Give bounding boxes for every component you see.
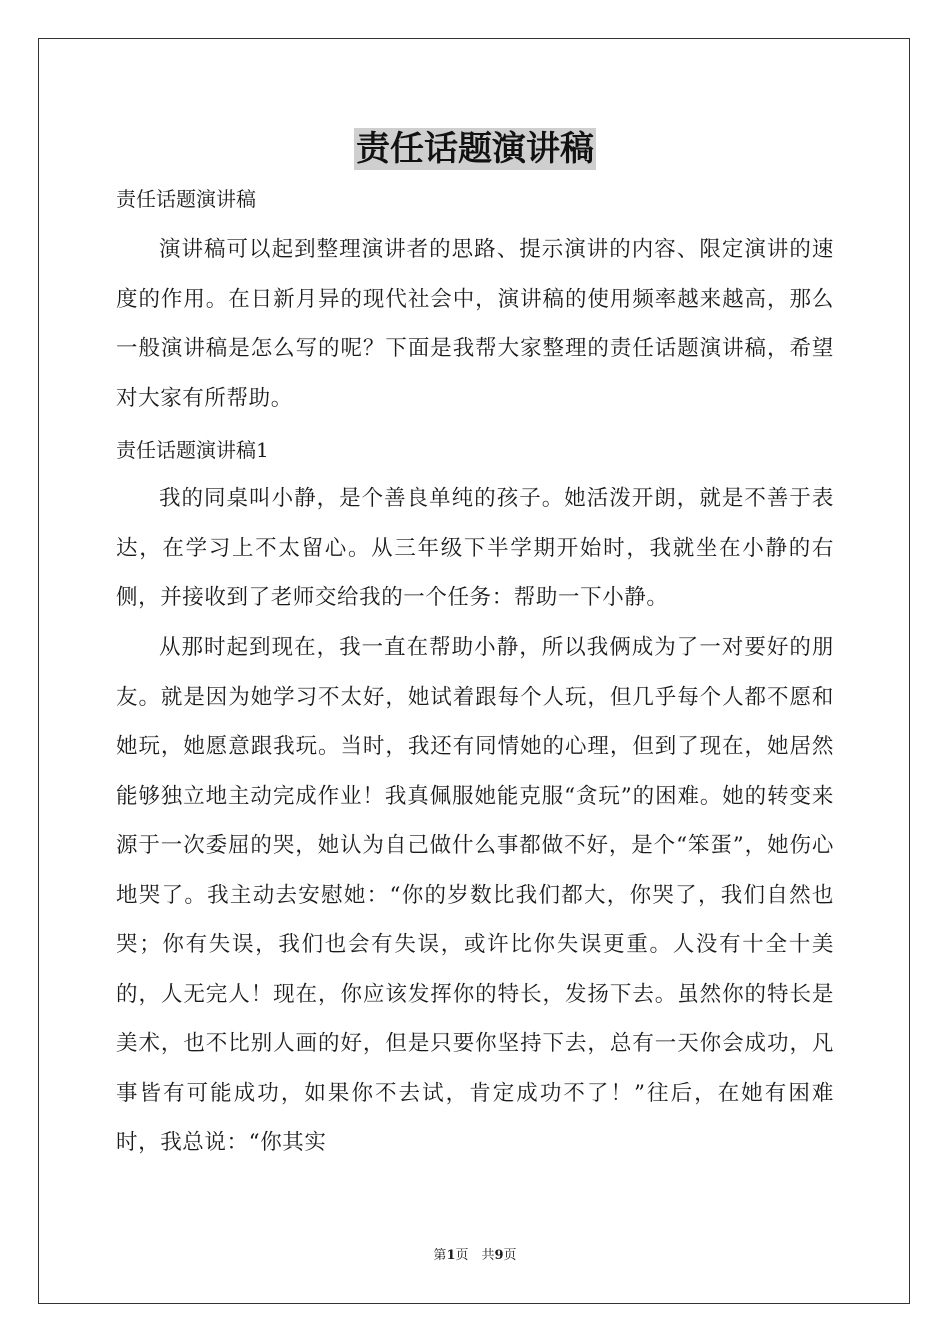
- footer-page-current: 1: [446, 1248, 456, 1263]
- footer-page-total: 9: [494, 1248, 504, 1263]
- document-title: 责任话题演讲稿: [356, 129, 594, 169]
- body-paragraph-2: 从那时起到现在，我一直在帮助小静，所以我俩成为了一对要好的朋友。就是因为她学习不太好，她试着跟每个人玩，但几乎每个人都不愿和她玩，她愿意跟我玩。当时，我还有同情她的心理，但到了现在，她居然能够独立地主动完成作业！我真佩服她能克服“贪玩”的困难。她的转变来源于一次委屈的哭，她认为自己做什么事都做不好，是个“笨蛋”，她伤心地哭了。我主动去安慰她：“你的岁数比我们都大，你哭了，我们自然也哭；你有失误，我们也会有失误，或许比你失误更重。人没有十全十美的，人无完人！现在，你应该发挥你的特长，发扬下去。虽然你的特长是美术，也不比别人画的好，但是只要你坚持下去，总有一天你会成功，凡事皆有可能成功，如果你不去试，肯定成功不了！”往后，在她有困难时，我总说：“你其实: [116, 635, 834, 1155]
- section-heading: 责任话题演讲稿1: [116, 438, 269, 462]
- title-container: [0, 128, 950, 170]
- footer-suffix: 页: [503, 1248, 517, 1263]
- body-paragraph-1: 我的同桌叫小静，是个善良单纯的孩子。她活泼开朗，就是不善于表达，在学习上不太留心。从三年级下半学期开始时，我就坐在小静的右侧，并接收到了老师交给我的一个任务：帮助一下小静。: [116, 486, 834, 610]
- intro-paragraph: 演讲稿可以起到整理演讲者的思路、提示演讲的内容、限定演讲的速度的作用。在日新月异的现代社会中，演讲稿的使用频率越来越高，那么一般演讲稿是怎么写的呢？下面是我帮大家整理的责任话题演讲稿，希望对大家有所帮助。: [116, 237, 834, 411]
- footer-mid: 页 共: [455, 1248, 495, 1263]
- footer-prefix: 第: [433, 1248, 447, 1263]
- document-subtitle: 责任话题演讲稿: [116, 187, 256, 211]
- page-footer: [0, 1247, 950, 1265]
